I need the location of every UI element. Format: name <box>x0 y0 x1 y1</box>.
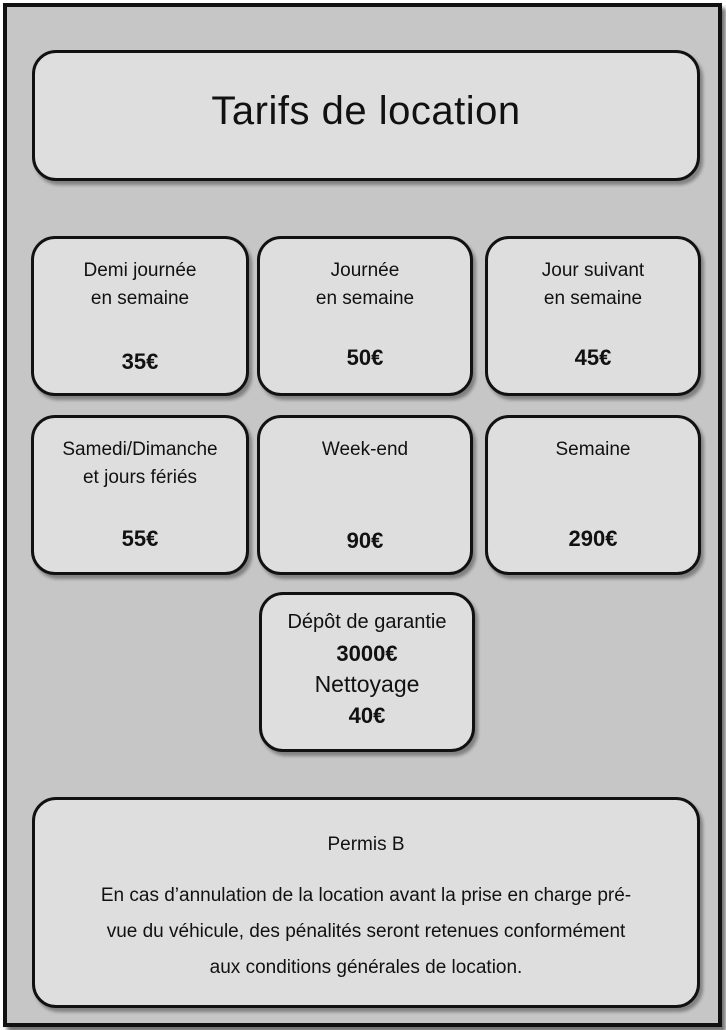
rate-price: 45€ <box>574 345 612 370</box>
rate-card-weekend <box>257 415 473 575</box>
cancellation-notice <box>49 878 683 986</box>
rate-label-line1: Week-end <box>321 439 409 460</box>
rate-label-line2: en semaine <box>315 288 415 309</box>
rate-label-line1: Journée <box>330 260 400 281</box>
rate-card-weekend-day-holiday <box>31 415 249 575</box>
title-box <box>32 50 700 181</box>
rate-price: 290€ <box>568 526 618 551</box>
licence-requirement: Permis B <box>327 834 405 855</box>
rate-label-line1: Jour suivant <box>541 260 645 281</box>
rate-label-line1: Demi journée <box>83 260 197 281</box>
rate-label-line2: et jours fériés <box>82 467 198 488</box>
rate-label <box>264 257 466 313</box>
rate-label-line1: Samedi/Dimanche <box>62 439 218 460</box>
rate-label <box>492 436 694 464</box>
cleaning-amount: 40€ <box>348 703 386 728</box>
rate-label <box>264 436 466 464</box>
notice-line: vue du véhicule, des pénalités seront retenues conformément <box>106 921 626 942</box>
cleaning-label: Nettoyage <box>314 671 420 697</box>
rate-label-line2: en semaine <box>543 288 643 309</box>
rate-label <box>38 436 242 492</box>
rate-price: 35€ <box>121 349 159 374</box>
rate-price: 90€ <box>346 528 384 553</box>
deposit-label: Dépôt de garantie <box>287 611 447 633</box>
rate-label <box>492 257 694 313</box>
rate-sheet <box>3 3 722 1027</box>
rate-card-half-day-weekday <box>31 236 249 396</box>
rate-price: 50€ <box>346 345 384 370</box>
rate-card-next-day-weekday <box>485 236 701 396</box>
notice-line: aux conditions générales de location. <box>209 957 523 978</box>
info-box <box>32 797 700 1008</box>
rate-card-day-weekday <box>257 236 473 396</box>
rate-label-line2: en semaine <box>90 288 190 309</box>
rate-label-line1: Semaine <box>555 439 631 460</box>
deposit-amount: 3000€ <box>336 641 398 666</box>
rate-card-week <box>485 415 701 575</box>
rate-label <box>38 257 242 313</box>
page-title: Tarifs de location <box>211 89 521 133</box>
rate-price: 55€ <box>121 526 159 551</box>
notice-line: En cas d’annulation de la location avant la prise en charge pré- <box>100 885 632 906</box>
deposit-card <box>259 592 475 752</box>
